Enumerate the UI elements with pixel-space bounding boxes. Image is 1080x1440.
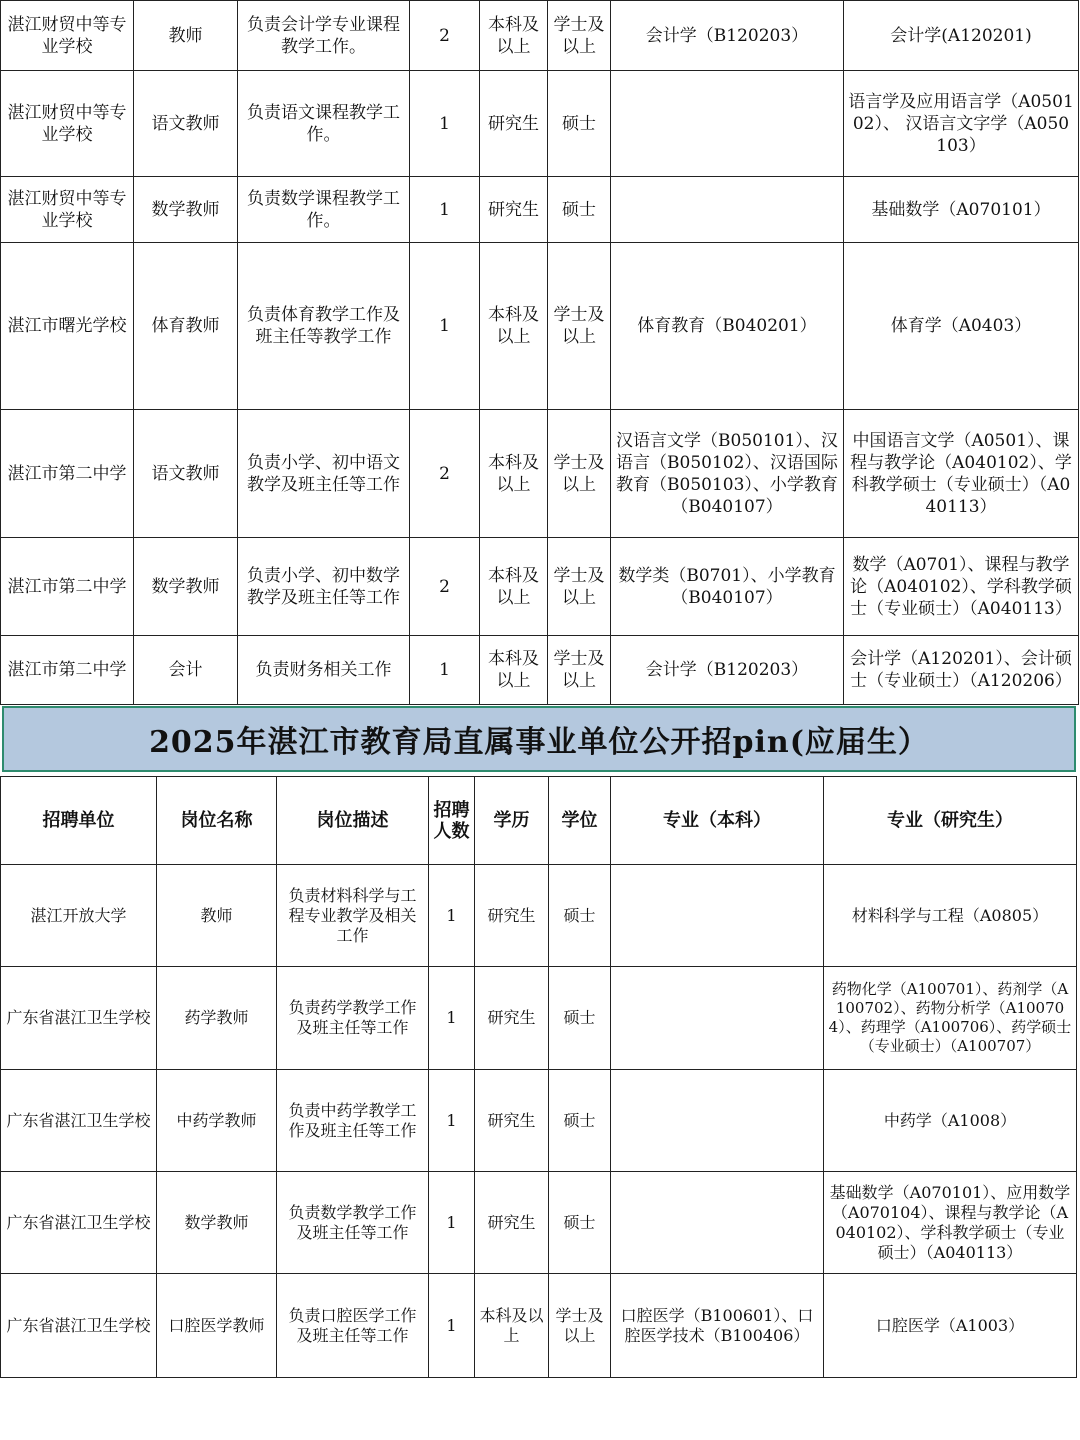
description-cell: 负责口腔医学工作及班主任等工作: [277, 1274, 429, 1378]
position-cell: 药学教师: [157, 967, 277, 1070]
unit-cell: 湛江财贸中等专业学校: [1, 177, 134, 243]
degree-cell: 学士及以上: [549, 1274, 611, 1378]
major-undergrad-cell: [611, 177, 844, 243]
count-cell: 1: [410, 243, 480, 410]
table-row: [1, 177, 1079, 243]
header-major-undergrad: 专业（本科）: [611, 777, 824, 865]
description-cell: 负责中药学教学工作及班主任等工作: [277, 1070, 429, 1172]
major-grad-cell: 数学（A0701）、课程与教学论（A040102）、学科教学硕士（专业硕士）（A040113）: [844, 538, 1079, 636]
count-cell: 1: [429, 1070, 475, 1172]
major-undergrad-cell: 体育教育（B040201）: [611, 243, 844, 410]
header-degree: 学位: [549, 777, 611, 865]
count-cell: 1: [410, 71, 480, 177]
position-cell: 口腔医学教师: [157, 1274, 277, 1378]
header-count: 招聘人数: [429, 777, 475, 865]
table-row: [1, 865, 1077, 967]
unit-cell: 湛江财贸中等专业学校: [1, 71, 134, 177]
unit-cell: 湛江开放大学: [1, 865, 157, 967]
major-undergrad-cell: 会计学（B120203）: [611, 636, 844, 705]
major-grad-cell: 基础数学（A070101）、应用数学（A070104）、课程与教学论（A040102）、学科教学硕士（专业硕士）（A040113）: [824, 1172, 1077, 1274]
table-row: [1, 1070, 1077, 1172]
description-cell: 负责数学课程教学工作。: [238, 177, 410, 243]
major-undergrad-cell: [611, 1172, 824, 1274]
degree-cell: 硕士: [549, 865, 611, 967]
major-undergrad-cell: [611, 71, 844, 177]
education-cell: 研究生: [480, 71, 548, 177]
major-grad-cell: 口腔医学（A1003）: [824, 1274, 1077, 1378]
major-undergrad-cell: [611, 1070, 824, 1172]
description-cell: 负责小学、初中语文教学及班主任等工作: [238, 410, 410, 538]
education-cell: 研究生: [475, 1172, 549, 1274]
description-cell: 负责材料科学与工程专业教学及相关工作: [277, 865, 429, 967]
description-cell: 负责体育教学工作及班主任等教学工作: [238, 243, 410, 410]
description-cell: 负责小学、初中数学教学及班主任等工作: [238, 538, 410, 636]
table-row: [1, 71, 1079, 177]
header-unit: 招聘单位: [1, 777, 157, 865]
unit-cell: 湛江财贸中等专业学校: [1, 1, 134, 71]
description-cell: 负责语文课程教学工作。: [238, 71, 410, 177]
header-row: [1, 777, 1077, 865]
count-cell: 2: [410, 538, 480, 636]
education-cell: 本科及以上: [480, 636, 548, 705]
position-cell: 体育教师: [134, 243, 238, 410]
major-undergrad-cell: 数学类（B0701）、小学教育（B040107）: [611, 538, 844, 636]
unit-cell: 湛江市第二中学: [1, 636, 134, 705]
section-title: 2025年湛江市教育局直属事业单位公开招pin(应届生）: [149, 725, 929, 760]
unit-cell: 广东省湛江卫生学校: [1, 1070, 157, 1172]
table-row: [1, 538, 1079, 636]
major-grad-cell: 药物化学（A100701）、药剂学（A100702）、药物分析学（A100704）、药理学（A100706）、药学硕士（专业硕士）（A100707）: [824, 967, 1077, 1070]
major-undergrad-cell: 汉语言文学（B050101）、汉语言（B050102）、汉语国际教育（B050103）、小学教育（B040107）: [611, 410, 844, 538]
degree-cell: 学士及以上: [548, 636, 611, 705]
description-cell: 负责财务相关工作: [238, 636, 410, 705]
count-cell: 1: [410, 177, 480, 243]
position-cell: 数学教师: [134, 538, 238, 636]
position-cell: 教师: [134, 1, 238, 71]
description-cell: 负责数学教学工作及班主任等工作: [277, 1172, 429, 1274]
bottom-recruitment-table: [0, 776, 1077, 1378]
major-undergrad-cell: [611, 967, 824, 1070]
count-cell: 1: [410, 636, 480, 705]
degree-cell: 学士及以上: [548, 410, 611, 538]
degree-cell: 学士及以上: [548, 243, 611, 410]
education-cell: 本科及以上: [480, 410, 548, 538]
header-education: 学历: [475, 777, 549, 865]
education-cell: 研究生: [475, 1070, 549, 1172]
description-cell: 负责药学教学工作及班主任等工作: [277, 967, 429, 1070]
count-cell: 1: [429, 967, 475, 1070]
table-row: [1, 1274, 1077, 1378]
degree-cell: 硕士: [548, 177, 611, 243]
unit-cell: 湛江市第二中学: [1, 410, 134, 538]
unit-cell: 广东省湛江卫生学校: [1, 967, 157, 1070]
degree-cell: 硕士: [548, 71, 611, 177]
count-cell: 1: [429, 1274, 475, 1378]
position-cell: 中药学教师: [157, 1070, 277, 1172]
table-row: [1, 1, 1079, 71]
position-cell: 语文教师: [134, 410, 238, 538]
education-cell: 本科及以上: [480, 243, 548, 410]
unit-cell: 广东省湛江卫生学校: [1, 1274, 157, 1378]
degree-cell: 硕士: [549, 967, 611, 1070]
education-cell: 本科及以上: [480, 1, 548, 71]
education-cell: 研究生: [480, 177, 548, 243]
major-grad-cell: 材料科学与工程（A0805）: [824, 865, 1077, 967]
table-row: [1, 243, 1079, 410]
position-cell: 语文教师: [134, 71, 238, 177]
position-cell: 教师: [157, 865, 277, 967]
header-description: 岗位描述: [277, 777, 429, 865]
major-grad-cell: 中国语言文学（A0501）、课程与教学论（A040102）、学科教学硕士（专业硕士）（A040113）: [844, 410, 1079, 538]
position-cell: 会计: [134, 636, 238, 705]
table-row: [1, 967, 1077, 1070]
degree-cell: 硕士: [549, 1172, 611, 1274]
unit-cell: 广东省湛江卫生学校: [1, 1172, 157, 1274]
unit-cell: 湛江市曙光学校: [1, 243, 134, 410]
position-cell: 数学教师: [157, 1172, 277, 1274]
major-grad-cell: 基础数学（A070101）: [844, 177, 1079, 243]
education-cell: 研究生: [475, 967, 549, 1070]
major-grad-cell: 体育学（A0403）: [844, 243, 1079, 410]
count-cell: 2: [410, 1, 480, 71]
major-grad-cell: 语言学及应用语言学（A050102）、 汉语言文字学（A050103）: [844, 71, 1079, 177]
count-cell: 1: [429, 865, 475, 967]
major-grad-cell: 会计学（A120201）、会计硕士（专业硕士）（A120206）: [844, 636, 1079, 705]
position-cell: 数学教师: [134, 177, 238, 243]
major-undergrad-cell: 口腔医学（B100601）、口腔医学技术（B100406）: [611, 1274, 824, 1378]
top-recruitment-table: [0, 0, 1079, 705]
education-cell: 本科及以上: [480, 538, 548, 636]
degree-cell: 硕士: [549, 1070, 611, 1172]
header-position: 岗位名称: [157, 777, 277, 865]
major-grad-cell: 中药学（A1008）: [824, 1070, 1077, 1172]
table-row: [1, 636, 1079, 705]
major-undergrad-cell: [611, 865, 824, 967]
description-cell: 负责会计学专业课程教学工作。: [238, 1, 410, 71]
education-cell: 本科及以上: [475, 1274, 549, 1378]
section-title-band: [2, 706, 1076, 772]
header-major-grad: 专业（研究生）: [824, 777, 1077, 865]
major-undergrad-cell: 会计学（B120203）: [611, 1, 844, 71]
count-cell: 1: [429, 1172, 475, 1274]
count-cell: 2: [410, 410, 480, 538]
degree-cell: 学士及以上: [548, 538, 611, 636]
major-grad-cell: 会计学(A120201): [844, 1, 1079, 71]
unit-cell: 湛江市第二中学: [1, 538, 134, 636]
table-row: [1, 1172, 1077, 1274]
degree-cell: 学士及以上: [548, 1, 611, 71]
table-row: [1, 410, 1079, 538]
education-cell: 研究生: [475, 865, 549, 967]
